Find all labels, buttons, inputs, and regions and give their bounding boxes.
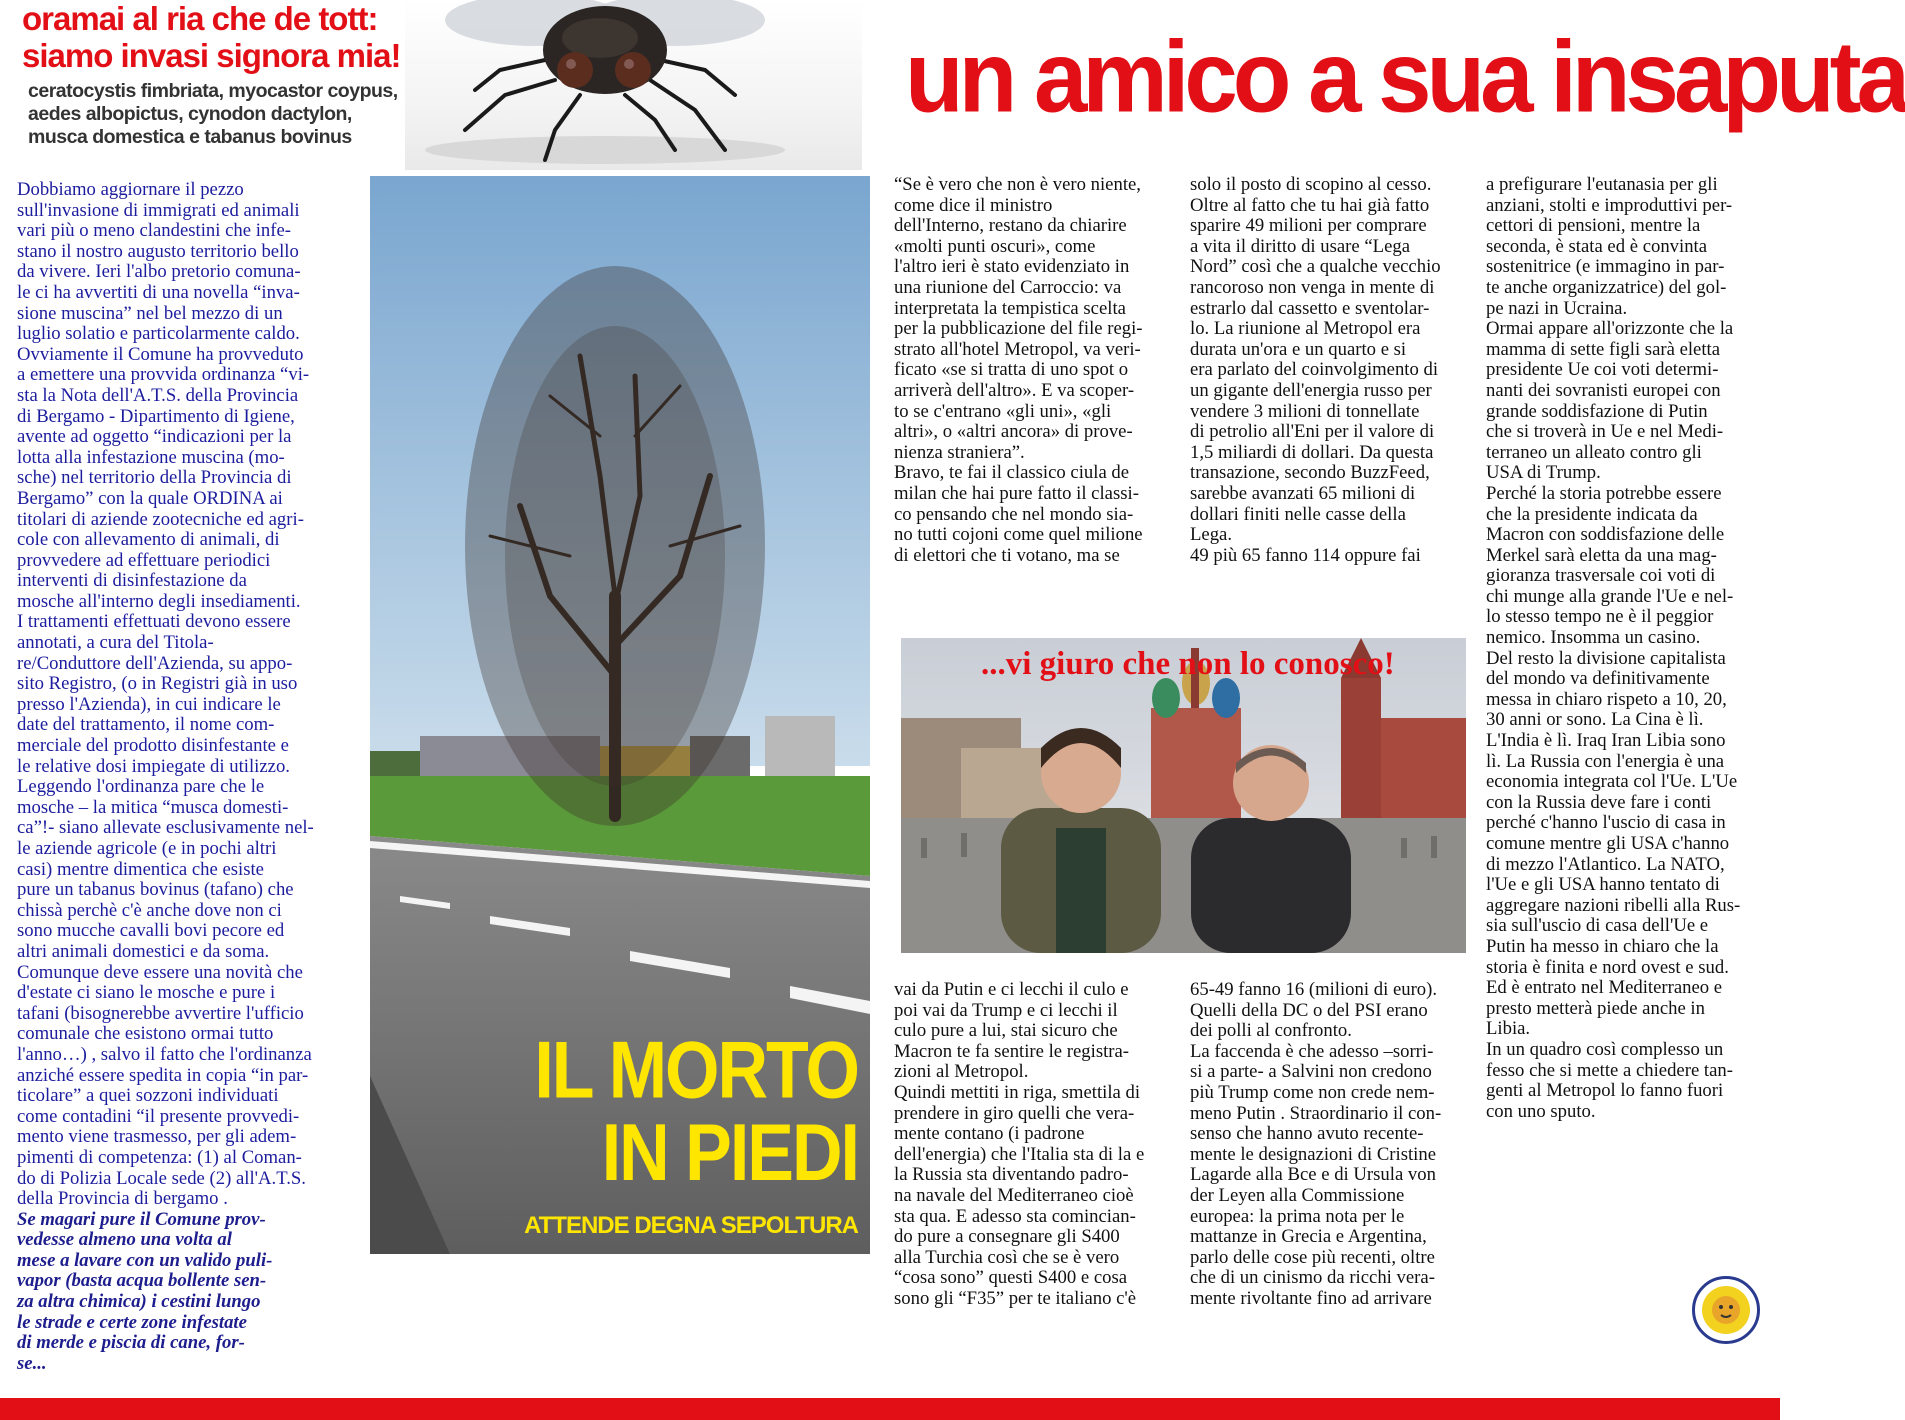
text-line: Merkel sarà eletta da una mag- [1486,544,1717,566]
text-line: d'estate ci siano le mosche e pure i [17,982,276,1004]
text-line: 1,5 miliardi di dollari. Da questa [1190,441,1434,463]
text-line: di petrolio all'Eni per il valore di [1190,421,1435,443]
text-line: dei polli al confronto. [1190,1020,1352,1042]
text-line: sull'invasione di immigrati ed animali [17,199,300,221]
text-line: pure un tabanus bovinus (tafano) che [17,879,294,901]
text-line: poi vai da Trump e ci lecchi il [894,999,1118,1021]
photo-caption: ...vi giuro che non lo conosco! [981,646,1395,682]
text-line: era parlato del coinvolgimento di [1190,359,1439,381]
text-line: comunale che esistono ormai tutto [17,1023,274,1045]
text-line: meno Putin . Straordinario il con- [1190,1102,1442,1124]
text-line: te anche organizzatrice) del gol- [1486,276,1727,298]
text-line: a emettere una provvida ordinanza “vi- [17,364,310,386]
text-line: co pensando che nel mondo sia- [894,503,1134,525]
text-line: fesso che si mette a chiedere tan- [1486,1059,1733,1081]
kicker-subtitle-line: musca domestica e tabanus bovinus [28,126,352,148]
text-line: mente contano (i padrone [894,1123,1085,1145]
text-line: I trattamenti effettuati devono essere [17,611,291,633]
text-line: sione muscina” nel bel mezzo di un [17,302,283,324]
text-line: cettori di pensioni, mentre la [1486,215,1701,237]
text-line: vari più o meno clandestini che infe- [17,220,291,242]
text-line: pimenti di competenza: (1) al Coman- [17,1146,302,1168]
text-line: mento viene trasmesso, per gli adem- [17,1126,297,1148]
text-line: che la presidente indicata da [1486,503,1698,525]
text-line: La faccenda è che adesso –sorri- [1190,1040,1434,1062]
text-line: luglio solatio e particolarmente caldo. [17,323,300,345]
text-line: sche) nel territorio della Provincia di [17,467,292,489]
text-line: dell'Interno, restano da chiarire [894,215,1127,237]
text-line: terraneo un alleato contro gli [1486,441,1702,463]
text-line: della Provincia di bergamo . [17,1188,228,1210]
text-line: pe nazi in Ucraina. [1486,297,1628,319]
text-line: di merde e piscia di cane, for- [17,1332,245,1354]
text-line: titolari di aziende zootecniche ed agri- [17,508,304,530]
kicker-line-1: oramai al ria che de tott: [22,0,378,37]
text-line: di Bergamo - Dipartimento di Igiene, [17,405,295,427]
text-line: a prefigurare l'eutanasia per gli [1486,174,1718,195]
text-line: der Leyen alla Commissione [1190,1184,1405,1206]
left-article-body [17,180,347,1210]
text-line: “Se è vero che non è vero niente, [894,174,1141,195]
text-line: di mezzo l'Atlantico. La NATO, [1486,853,1725,875]
text-line: rancoroso non venga in mente di [1190,276,1435,298]
text-line: mese a lavare con un valido puli- [17,1249,273,1271]
text-line: sarebbe avanzati 65 milioni di [1190,482,1416,504]
text-line: In un quadro così complesso un [1486,1038,1724,1060]
text-line: durata un'ora e un quarto e si [1190,338,1407,360]
text-line: «molti punti oscuri», come [894,235,1096,257]
text-line: na navale del Mediterraneo cioè [894,1184,1134,1206]
text-line: estrarlo dal cassetto e sventolar- [1190,297,1430,319]
kicker-subtitle-line: aedes albopictus, cynodon dactylon, [28,103,352,125]
text-line: provvedere ad effettuare periodici [17,549,271,571]
text-line: re/Conduttore dell'Azienda, su appo- [17,652,293,674]
lion-logo-icon [1692,1276,1760,1344]
text-line: chi munge alla grande l'Ue e nel- [1486,585,1734,607]
tree-caption-title [534,1024,858,1198]
footer-bar [0,1398,1780,1420]
fly-photo [405,0,862,170]
text-line: Quindi mettiti in riga, smettila di [894,1081,1141,1103]
text-line: economia integrata col l'Ue. L'Ue [1486,771,1738,793]
text-line: perché c'hanno l'uscio di casa in [1486,812,1726,834]
tree-caption-title-line: IL MORTO [534,1024,858,1115]
text-line: seconda, è stata ed è convinta [1486,235,1708,257]
text-line: genti al Metropol lo fanno fuori [1486,1080,1724,1102]
text-line: merciale del prodotto disinfestante e [17,735,289,757]
text-line: stano il nostro augusto territorio bello [17,240,299,262]
text-line: Macron con soddisfazione delle [1486,524,1725,546]
text-line: le aziende agricole (e in pochi altri [17,838,277,859]
text-line: Quelli della DC o del PSI erano [1190,999,1428,1021]
text-line: con la Russia deve fare i conti [1486,791,1712,813]
text-line: arriverà dell'altro». E va scoper- [894,379,1135,401]
text-line: Bergamo” con la quale ORDINA ai [17,487,283,509]
text-line: presto metterà piede anche in [1486,997,1705,1019]
text-line: ficato «se si tratta di uno spot o [894,359,1129,381]
text-line: più Trump come non crede nem- [1190,1081,1435,1103]
text-line: chissà perchè c'è anche dove non ci [17,899,282,921]
text-line: alla Turchia così che se è vero [894,1246,1120,1268]
text-line: se... [17,1352,47,1374]
text-line: vedesse almeno una volta al [17,1229,232,1251]
tree-caption-subtitle: ATTENDE DEGNA SEPOLTURA [524,1212,858,1239]
text-line: sono gli “F35” per te italiano c'è [894,1287,1137,1309]
text-line: che si troverà in Ue e nel Medi- [1486,421,1724,443]
text-line: Lagarde alla Bce e di Ursula von [1190,1164,1436,1186]
article-column-2-top [894,175,1166,566]
red-square-photo [901,638,1466,953]
text-line: Comunque deve essere una novità che [17,961,303,983]
text-line: 49 più 65 fanno 114 oppure fai [1190,544,1421,566]
text-line: del mondo va definitivamente [1486,668,1710,690]
text-line: USA di Trump. [1486,462,1601,484]
text-line: no tutti cojoni come quel milione [894,524,1143,546]
text-line: lo. La riunione al Metropol era [1190,318,1421,340]
text-line: le ci ha avvertiti di una novella “inva- [17,281,300,303]
text-line: Leggendo l'ordinanza pare che le [17,776,265,798]
text-line: l'Ue e gli USA hanno tentato di [1486,874,1720,896]
text-line: prendere in giro quelli che vera- [894,1102,1135,1124]
text-line: interpretata la tempistica scelta [894,297,1126,319]
text-line: le strade e certe zone infestate [17,1311,247,1333]
text-line: sta qua. E adesso sta comincian- [894,1205,1136,1227]
left-article-emphasis [17,1210,347,1375]
text-line: presso l'Azienda), in cui indicare le [17,693,281,715]
text-line: 65-49 fanno 16 (milioni di euro). [1190,979,1438,1000]
tree-photo [370,176,870,1254]
text-line: messa in chiaro rispeto a 10, 20, [1486,688,1727,710]
text-line: dell'energia) che l'Italia sta di la e [894,1143,1145,1165]
text-line: vendere 3 milioni di tonnellate [1190,400,1420,422]
text-line: Ed è entrato nel Mediterraneo e [1486,977,1723,999]
text-line: sparire 49 milioni per comprare [1190,215,1427,237]
article-column-3-bottom [1190,980,1462,1310]
text-line: sia sull'uscio di casa dell'Ue e [1486,915,1709,937]
text-line: L'India è lì. Iraq Iran Libia sono [1486,730,1726,752]
text-line: anziché essere spedita in copia “in par- [17,1064,309,1086]
text-line: senso che hanno avuto recente- [1190,1123,1424,1145]
text-line: Nord” così che a qualche vecchio [1190,256,1441,278]
kicker-subtitle-line: ceratocystis fimbriata, myocastor coypus, [28,80,398,102]
text-line: nanti dei sovranisti europei con [1486,379,1721,401]
text-line: za altra chimica) i cestini lungo [17,1291,261,1313]
text-line: sito Registro, (o in Registri già in uso [17,673,298,695]
text-line: milan che hai pure fatto il classi- [894,482,1139,504]
text-line: mente le designazioni di Cristine [1190,1143,1436,1165]
text-line: strato all'hotel Metropol, va veri- [894,338,1141,360]
text-line: aggregare nazioni ribelli alla Rus- [1486,894,1741,916]
text-line: Del resto la divisione capitalista [1486,647,1726,669]
text-line: di elettori che ti votano, ma se [894,544,1120,566]
text-line: avente ad oggetto “indicazioni per la [17,426,292,448]
text-line: un gigante dell'energia russo per [1190,379,1432,401]
kicker-line-2: siamo invasi signora mia! [22,37,401,74]
text-line: cole con allevamento di animali, di [17,529,280,551]
text-line: do pure a consegnare gli S400 [894,1226,1120,1248]
text-line: Perché la storia potrebbe essere [1486,482,1722,504]
text-line: Ormai appare all'orizzonte che la [1486,318,1734,340]
text-line: do di Polizia Locale sede (2) all'A.T.S. [17,1167,306,1189]
text-line: europea: la prima nota per le [1190,1205,1405,1227]
article-column-4 [1486,175,1766,1122]
text-line: storia è finita e nord ovest e sud. [1486,956,1729,978]
text-line: comune mentre gli USA c'hanno [1486,833,1730,854]
text-line: gioranza trasversale coi voti di [1486,565,1716,587]
text-line: Libia. [1486,1018,1531,1040]
red-square-illustration [901,638,1466,953]
text-line: sostenitrice (e immagino in par- [1486,256,1725,278]
text-line: vapor (basta acqua bollente sen- [17,1270,267,1292]
header-kicker [22,0,412,170]
text-line: date del trattamento, il nome com- [17,714,275,736]
text-line: zioni al Metropol. [894,1061,1029,1083]
text-line: ticolare” a quei sozzoni individuati [17,1085,279,1107]
text-line: lotta alla infestazione muscina (mo- [17,446,285,468]
text-line: come dice il ministro [894,194,1053,216]
text-line: altri», o «altri ancora» di prove- [894,421,1133,443]
text-line: annotati, a cura del Titola- [17,632,214,654]
text-line: si a parte- a Salvini non credono [1190,1061,1432,1083]
text-line: solo il posto di scopino al cesso. [1190,174,1432,195]
text-line: da vivere. Ieri l'albo pretorio comuna- [17,261,301,283]
text-line: mosche – la mitica “musca domesti- [17,796,289,818]
text-line: Ovviamente il Comune ha provveduto [17,343,304,365]
text-line: culo pure a lui, stai sicuro che [894,1020,1118,1042]
main-headline: un amico a sua insaputa [905,21,1905,134]
text-line: mattanze in Grecia e Argentina, [1190,1226,1427,1248]
text-line: “cosa sono” questi S400 e cosa [894,1267,1128,1289]
text-line: altri animali domestici e da soma. [17,940,270,962]
text-line: sta la Nota dell'A.T.S. della Provincia [17,384,299,406]
text-line: nienza straniera”. [894,441,1025,463]
text-line: dollari finiti nelle casse della [1190,503,1406,525]
text-line: casi) mentre dimentica che esiste [17,858,264,880]
text-line: a vita il diritto di usare “Lega [1190,235,1411,257]
tree-caption-title-line: IN PIEDI [601,1107,858,1198]
text-line: tafani (bisognerebbe avvertire l'ufficio [17,1002,304,1024]
left-article-column [17,180,347,1374]
text-line: che di un cinismo da ricchi vera- [1190,1267,1435,1289]
text-line: l'altro ieri è stato evidenziato in [894,256,1130,278]
text-line: mosche all'interno degli insediamenti. [17,590,301,612]
text-line: le relative dosi impiegate di utilizzo. [17,755,290,777]
text-line: anziani, stolti e improduttivi per- [1486,194,1733,216]
text-line: Dobbiamo aggiornare il pezzo [17,179,244,200]
text-line: lì. La Russia con l'energia è una [1486,750,1725,772]
text-line: ca”!- siano allevate esclusivamente nel- [17,817,314,839]
text-line: Se magari pure il Comune prov- [17,1208,266,1230]
text-line: grande soddisfazione di Putin [1486,400,1708,422]
text-line: Putin ha messo in chiaro che la [1486,935,1719,957]
text-line: nemico. Insomma un casino. [1486,627,1701,649]
text-line: una riunione del Carroccio: va [894,276,1122,298]
text-line: vai da Putin e ci lecchi il culo e [894,979,1129,1000]
fly-illustration [405,0,862,170]
text-line: mente rivoltante fino ad arrivare [1190,1287,1432,1309]
text-line: la Russia sta diventando padro- [894,1164,1129,1186]
text-line: Lega. [1190,524,1233,546]
kicker-subtitle [28,80,412,149]
text-line: parlo delle cose più recenti, oltre [1190,1246,1435,1268]
text-line: sono mucche cavalli bovi pecore ed [17,920,285,942]
text-line: Bravo, te fai il classico ciula de [894,462,1130,484]
text-line: to se c'entrano «gli uni», «gli [894,400,1112,422]
text-line: 30 anni or sono. La Cina è lì. [1486,709,1704,731]
text-line: lo stesso tempo ne è il peggior [1486,606,1714,628]
text-line: Macron te fa sentire le registra- [894,1040,1130,1062]
article-column-3-top [1190,175,1462,566]
text-line: mamma di sette figli sarà eletta [1486,338,1721,360]
text-line: interventi di disinfestazione da [17,570,247,592]
text-line: l'anno…) , salvo il fatto che l'ordinanza [17,1043,312,1065]
text-line: transazione, secondo BuzzFeed, [1190,462,1430,484]
text-line: con uno sputo. [1486,1100,1596,1122]
text-line: Oltre al fatto che tu hai già fatto [1190,194,1430,216]
article-column-2-bottom [894,980,1166,1310]
text-line: presidente Ue coi voti determi- [1486,359,1719,381]
text-line: per la pubblicazione del file regi- [894,318,1143,340]
text-line: come contadini “il presente provvedi- [17,1105,300,1127]
